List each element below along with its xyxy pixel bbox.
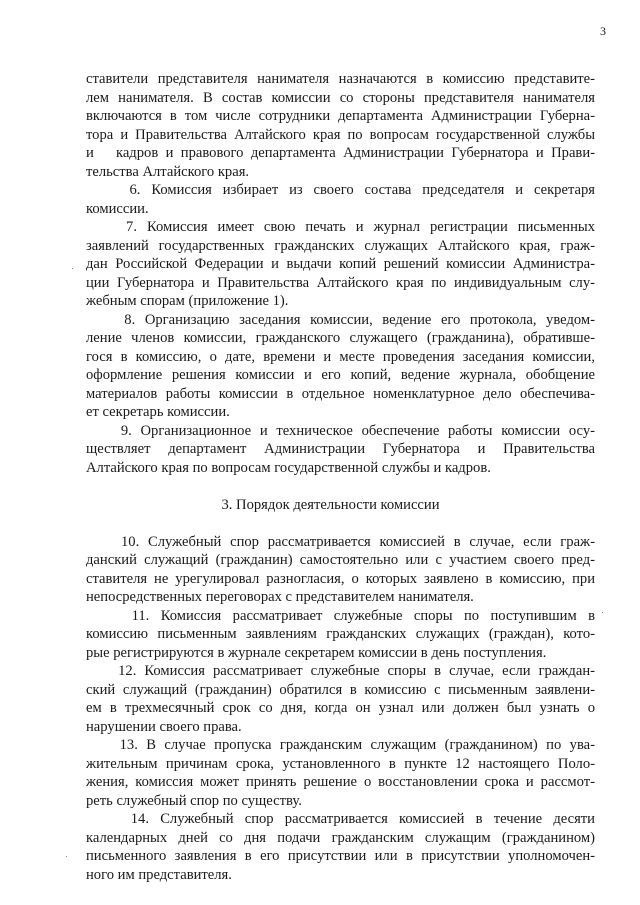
text-line: лем нанимателя. В состав комиссии со стороны представителя нанимателя [86,89,595,106]
text-line: жительным причинам срока, установленного в пункте 12 настоящего Поло- [86,755,595,772]
text-line: 12. Комиссия рассматривает служебные споры в случае, если граждан- [86,663,595,679]
scan-speck [72,268,73,269]
text-line: оформление решения комиссии и его копий, ведение журнала, обобщение [86,367,595,383]
text-line: ление членов комиссии, гражданского служащего (гражданина), обративше- [86,330,595,346]
text-line: 9. Организационное и техническое обеспечение работы комиссии осу- [86,422,595,439]
text-line: нарушении своего права. [86,718,242,735]
section-heading: 3. Порядок деятельности комиссии [221,496,440,513]
text-line: гося в комиссию, о дате, времени и месте проведения заседания комиссии, [86,348,595,365]
text-line: рые регистрируются в журнале секретарем комиссии в день поступления. [86,644,547,661]
text-line: 11. Комиссия рассматривает служебные споры по поступившим в [86,607,595,624]
text-line: и кадров и правового департамента Администрации Губернатора и Прави- [86,145,595,161]
text-line: ставителя не урегулировал разногласия, о которых заявлено в комиссию, при [86,570,595,587]
text-line: непосредственных переговорах с представителем нанимателя. [86,589,474,605]
text-line: тельства Алтайского края. [86,163,250,180]
text-line: ции Губернатора и Правительства Алтайского края по индивидуальным слу- [86,274,595,291]
text-line: жения, комиссия может принять решение о восстановлении срока и рассмот- [86,774,595,790]
text-line: 6. Комиссия избирает из своего состава председателя и секретаря [86,182,595,198]
text-line: заявлений государственных гражданских служащих Алтайского края, граж- [86,237,595,254]
scan-speck [66,856,67,857]
document-body [86,70,595,884]
page-number: 3 [600,24,606,38]
text-line: комиссию письменным заявлениям гражданских служащих (граждан), кото- [86,626,595,642]
text-line: ский служащий (гражданин) обратился в комиссию с письменным заявлени- [86,681,595,698]
text-line: Алтайского края по вопросам государственной службы и кадров. [86,459,491,476]
text-line: 13. В случае пропуска гражданским служащим (гражданином) по ува- [86,737,595,753]
text-line: реть служебный спор по существу. [86,792,302,809]
scan-speck [602,612,603,613]
text-line: включаются в том числе сотрудники департамента Администрации Губерна- [86,108,595,124]
text-line: ставители представителя нанимателя назначаются в комиссию представите- [86,71,595,87]
text-line: тора и Правительства Алтайского края по вопросам государственной службы [86,126,595,143]
text-line: ного им представителя. [86,866,232,883]
text-line: дан Российской Федерации и выдачи копий решений комиссии Администра- [86,256,595,272]
text-line: 7. Комиссия имеет свою печать и журнал регистрации письменных [86,219,595,235]
text-line: календарных дней со дня подачи гражданским служащим (гражданином) [86,829,595,846]
text-line: данский служащий (гражданин) самостоятельно или с участием своего пред- [86,552,595,568]
text-line: комиссии. [86,200,149,217]
blank-line [86,477,595,496]
text-line: 14. Служебный спор рассматривается комиссией в течение десяти [86,811,595,827]
text-line: ет секретарь комиссии. [86,404,230,420]
text-line: жебным спорам (приложение 1). [86,293,289,309]
text-line: письменного заявления в его присутствии или в присутствии уполномочен- [86,848,595,864]
text-line: 8. Организацию заседания комиссии, ведение его протокола, уведом- [86,311,595,328]
text-line: ем в трехмесячный срок со дня, когда он узнал или должен был узнать о [86,700,595,716]
text-line: 10. Служебный спор рассматривается комиссией в случае, если граж- [86,533,595,550]
text-line: ществляет департамент Администрации Губернатора и Правительства [86,441,595,457]
text-line: материалов работы комиссии в отдельное номенклатурное дело обеспечива- [86,385,595,402]
blank-line [86,514,595,533]
